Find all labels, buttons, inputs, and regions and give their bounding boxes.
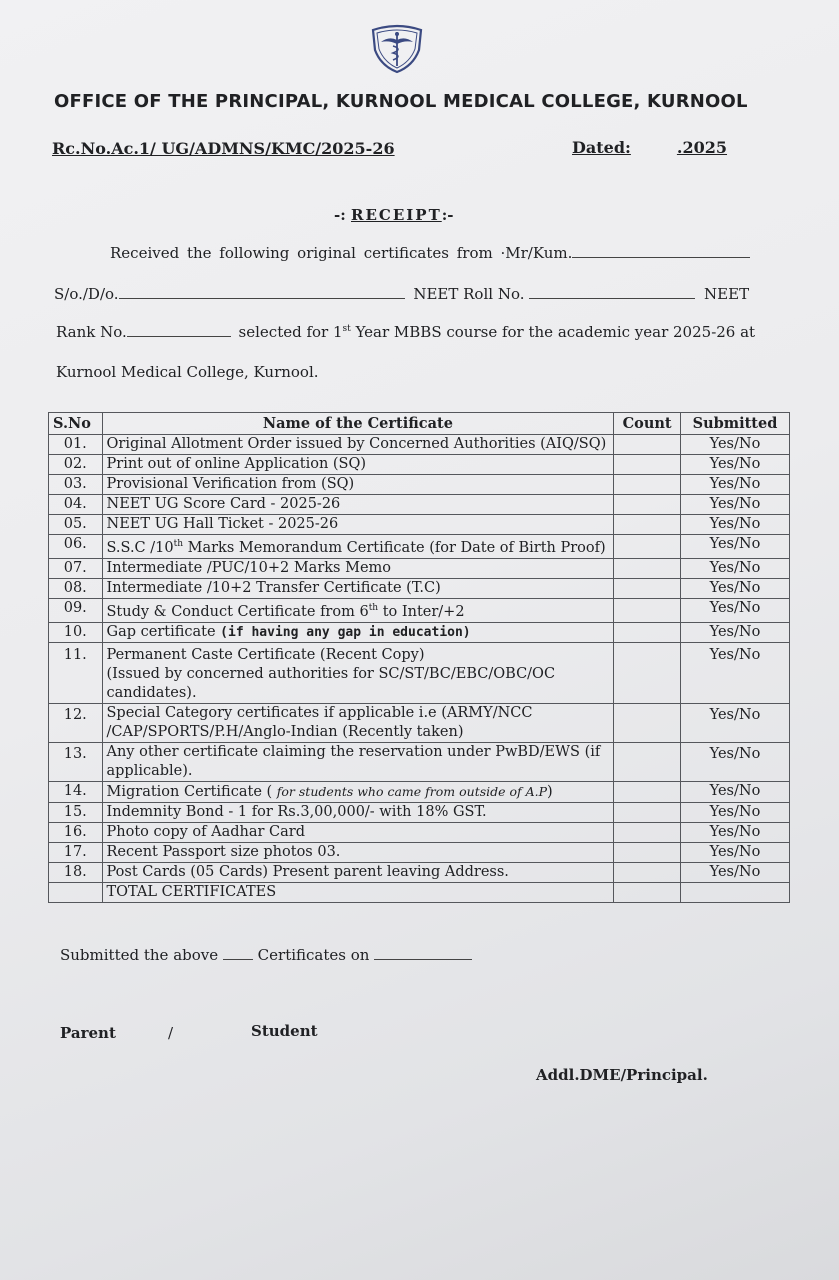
row-count <box>614 802 681 822</box>
row-name-line2: applicable). <box>106 762 193 779</box>
row-sno: 14. <box>49 781 103 802</box>
row-submitted: Yes/No <box>680 742 789 781</box>
count-blank <box>223 947 253 960</box>
table-row <box>49 781 790 802</box>
header-name: Name of the Certificate <box>102 413 614 435</box>
row-sno: 13. <box>49 742 103 781</box>
row-name-main: Migration Certificate ( <box>106 783 277 800</box>
row-name-main: Gap certificate <box>106 623 221 640</box>
row-name-post: Marks Memorandum Certificate (for Date of Birth Proof) <box>183 539 606 556</box>
row-submitted: Yes/No <box>680 822 789 842</box>
row-count <box>614 578 681 598</box>
row-name-post: to Inter/+2 <box>378 603 465 620</box>
row-count <box>614 598 681 622</box>
row-name: Intermediate /10+2 Transfer Certificate (T.C) <box>102 578 614 598</box>
row-count <box>614 642 681 703</box>
submitted-pre: Submitted the above <box>60 946 219 964</box>
row-name <box>102 703 614 742</box>
table-row <box>49 703 790 742</box>
row-count <box>614 842 681 862</box>
student-label: Student <box>251 1022 318 1040</box>
row-name <box>102 642 614 703</box>
signatory-label: Addl.DME/Principal. <box>536 1066 708 1084</box>
row-sno: 06. <box>49 535 103 559</box>
parent-name-blank <box>119 286 405 299</box>
caduceus-emblem-icon <box>369 24 425 74</box>
row-submitted: Yes/No <box>680 455 789 475</box>
table-row <box>49 535 790 559</box>
parent-line <box>54 285 749 303</box>
table-row <box>49 558 790 578</box>
row-name-sup: th <box>368 602 379 613</box>
row-name <box>102 535 614 559</box>
slash-separator: / <box>168 1024 174 1042</box>
rank-line <box>56 323 755 341</box>
row-submitted: Yes/No <box>680 642 789 703</box>
row-count <box>614 435 681 455</box>
rank-label: Rank No. <box>56 323 127 341</box>
row-sno: 17. <box>49 842 103 862</box>
rank-blank <box>127 324 231 337</box>
row-count <box>614 862 681 882</box>
row-sno: 01. <box>49 435 103 455</box>
row-name: Intermediate /PUC/10+2 Marks Memo <box>102 558 614 578</box>
row-count <box>614 742 681 781</box>
table-row <box>49 742 790 781</box>
office-title: OFFICE OF THE PRINCIPAL, KURNOOL MEDICAL COLLEGE, KURNOOL <box>54 91 748 112</box>
row-sno: 05. <box>49 515 103 535</box>
parent-label: Parent <box>60 1024 116 1042</box>
receipt-prefix: -: <box>334 206 346 224</box>
table-row <box>49 515 790 535</box>
table-row <box>49 802 790 822</box>
row-name: NEET UG Score Card - 2025-26 <box>102 495 614 515</box>
row-submitted: Yes/No <box>680 515 789 535</box>
table-row <box>49 435 790 455</box>
table-row <box>49 822 790 842</box>
row-count <box>614 781 681 802</box>
dated-field <box>572 138 727 157</box>
received-line <box>110 244 750 262</box>
row-count <box>614 515 681 535</box>
table-row <box>49 578 790 598</box>
receipt-title <box>334 206 454 224</box>
row-submitted: Yes/No <box>680 598 789 622</box>
header-count: Count <box>614 413 681 435</box>
table-total-row <box>49 882 790 902</box>
row-name-line1: Permanent Caste Certificate (Recent Copy) <box>106 646 425 663</box>
row-count <box>614 622 681 642</box>
row-sno: 04. <box>49 495 103 515</box>
neet-label: NEET <box>704 285 750 303</box>
row-name-sup: th <box>173 539 184 549</box>
receipt-suffix: :- <box>441 206 454 224</box>
row-sno: 07. <box>49 558 103 578</box>
row-name-line1: Any other certificate claiming the reservation under PwBD/EWS (if <box>106 743 601 760</box>
row-count <box>614 475 681 495</box>
total-count-cell <box>614 882 681 902</box>
row-count <box>614 455 681 475</box>
row-submitted: Yes/No <box>680 842 789 862</box>
row-submitted: Yes/No <box>680 475 789 495</box>
row-count <box>614 495 681 515</box>
row-count <box>614 558 681 578</box>
row-name-pre: S.S.C /10 <box>106 539 174 556</box>
row-sno: 10. <box>49 622 103 642</box>
row-sno: 18. <box>49 862 103 882</box>
row-sno: 08. <box>49 578 103 598</box>
neet-roll-blank <box>529 286 695 299</box>
row-submitted: Yes/No <box>680 495 789 515</box>
table-row <box>49 842 790 862</box>
row-count <box>614 703 681 742</box>
table-header-row <box>49 413 790 435</box>
table-row <box>49 455 790 475</box>
dated-label: Dated: <box>572 138 631 157</box>
selected-post: Year MBBS course for the academic year 2025-26 at <box>350 323 756 341</box>
table-row <box>49 598 790 622</box>
table-row <box>49 622 790 642</box>
row-name <box>102 742 614 781</box>
row-name <box>102 598 614 622</box>
row-submitted: Yes/No <box>680 558 789 578</box>
so-label: S/o./D/o. <box>54 285 119 303</box>
row-count <box>614 535 681 559</box>
row-name: Original Allotment Order issued by Concerned Authorities (AIQ/SQ) <box>102 435 614 455</box>
row-sno: 11. <box>49 642 103 703</box>
table-row <box>49 642 790 703</box>
row-name-line2: /CAP/SPORTS/P.H/Anglo-Indian (Recently taken) <box>106 723 464 740</box>
row-sno: 03. <box>49 475 103 495</box>
dated-year: .2025 <box>676 138 728 157</box>
row-name: Recent Passport size photos 03. <box>102 842 614 862</box>
selected-pre: selected for 1 <box>238 323 343 341</box>
row-submitted: Yes/No <box>680 435 789 455</box>
total-sno-cell <box>49 882 103 902</box>
selected-sup: st <box>342 324 351 334</box>
row-name <box>102 781 614 802</box>
row-name: Post Cards (05 Cards) Present parent leaving Address. <box>102 862 614 882</box>
row-sno: 12. <box>49 703 103 742</box>
row-name-post: ) <box>547 783 553 800</box>
total-label: TOTAL CERTIFICATES <box>102 882 614 902</box>
row-name: Print out of online Application (SQ) <box>102 455 614 475</box>
row-submitted: Yes/No <box>680 622 789 642</box>
date-blank <box>374 947 472 960</box>
table-row <box>49 862 790 882</box>
row-name <box>102 622 614 642</box>
row-name: Indemnity Bond - 1 for Rs.3,00,000/- with 18% GST. <box>102 802 614 822</box>
row-name-line2: (Issued by concerned authorities for SC/ST/BC/EBC/OBC/OC <box>106 665 556 682</box>
header-submitted: Submitted <box>680 413 789 435</box>
row-name: NEET UG Hall Ticket - 2025-26 <box>102 515 614 535</box>
row-count <box>614 822 681 842</box>
row-submitted: Yes/No <box>680 781 789 802</box>
college-line: Kurnool Medical College, Kurnool. <box>56 363 319 381</box>
row-submitted: Yes/No <box>680 802 789 822</box>
table-row <box>49 495 790 515</box>
row-submitted: Yes/No <box>680 703 789 742</box>
table-row <box>49 475 790 495</box>
total-submitted-cell <box>680 882 789 902</box>
row-sno: 15. <box>49 802 103 822</box>
neet-roll-label: NEET Roll No. <box>413 285 525 303</box>
row-name: Photo copy of Aadhar Card <box>102 822 614 842</box>
header-sno: S.No <box>49 413 103 435</box>
row-name-note: (if having any gap in education) <box>220 624 471 640</box>
receipt-title-text: RECEIPT <box>351 206 442 224</box>
student-name-blank <box>572 245 750 258</box>
row-name-note: for students who came from outside of A.P <box>276 783 548 799</box>
row-name-line3: candidates). <box>106 684 197 701</box>
row-name: Provisional Verification from (SQ) <box>102 475 614 495</box>
reference-number: Rc.No.Ac.1/ UG/ADMNS/KMC/2025-26 <box>52 139 395 158</box>
row-name-pre: Study & Conduct Certificate from 6 <box>106 603 369 620</box>
submitted-mid: Certificates on <box>252 946 370 964</box>
received-text: Received the following original certificates from ·Mr/Kum. <box>110 244 573 262</box>
row-submitted: Yes/No <box>680 578 789 598</box>
submitted-line <box>60 946 472 964</box>
row-sno: 02. <box>49 455 103 475</box>
row-submitted: Yes/No <box>680 535 789 559</box>
row-sno: 09. <box>49 598 103 622</box>
row-sno: 16. <box>49 822 103 842</box>
row-name-line1: Special Category certificates if applicable i.e (ARMY/NCC <box>106 704 533 721</box>
row-submitted: Yes/No <box>680 862 789 882</box>
certificates-table <box>48 412 790 903</box>
